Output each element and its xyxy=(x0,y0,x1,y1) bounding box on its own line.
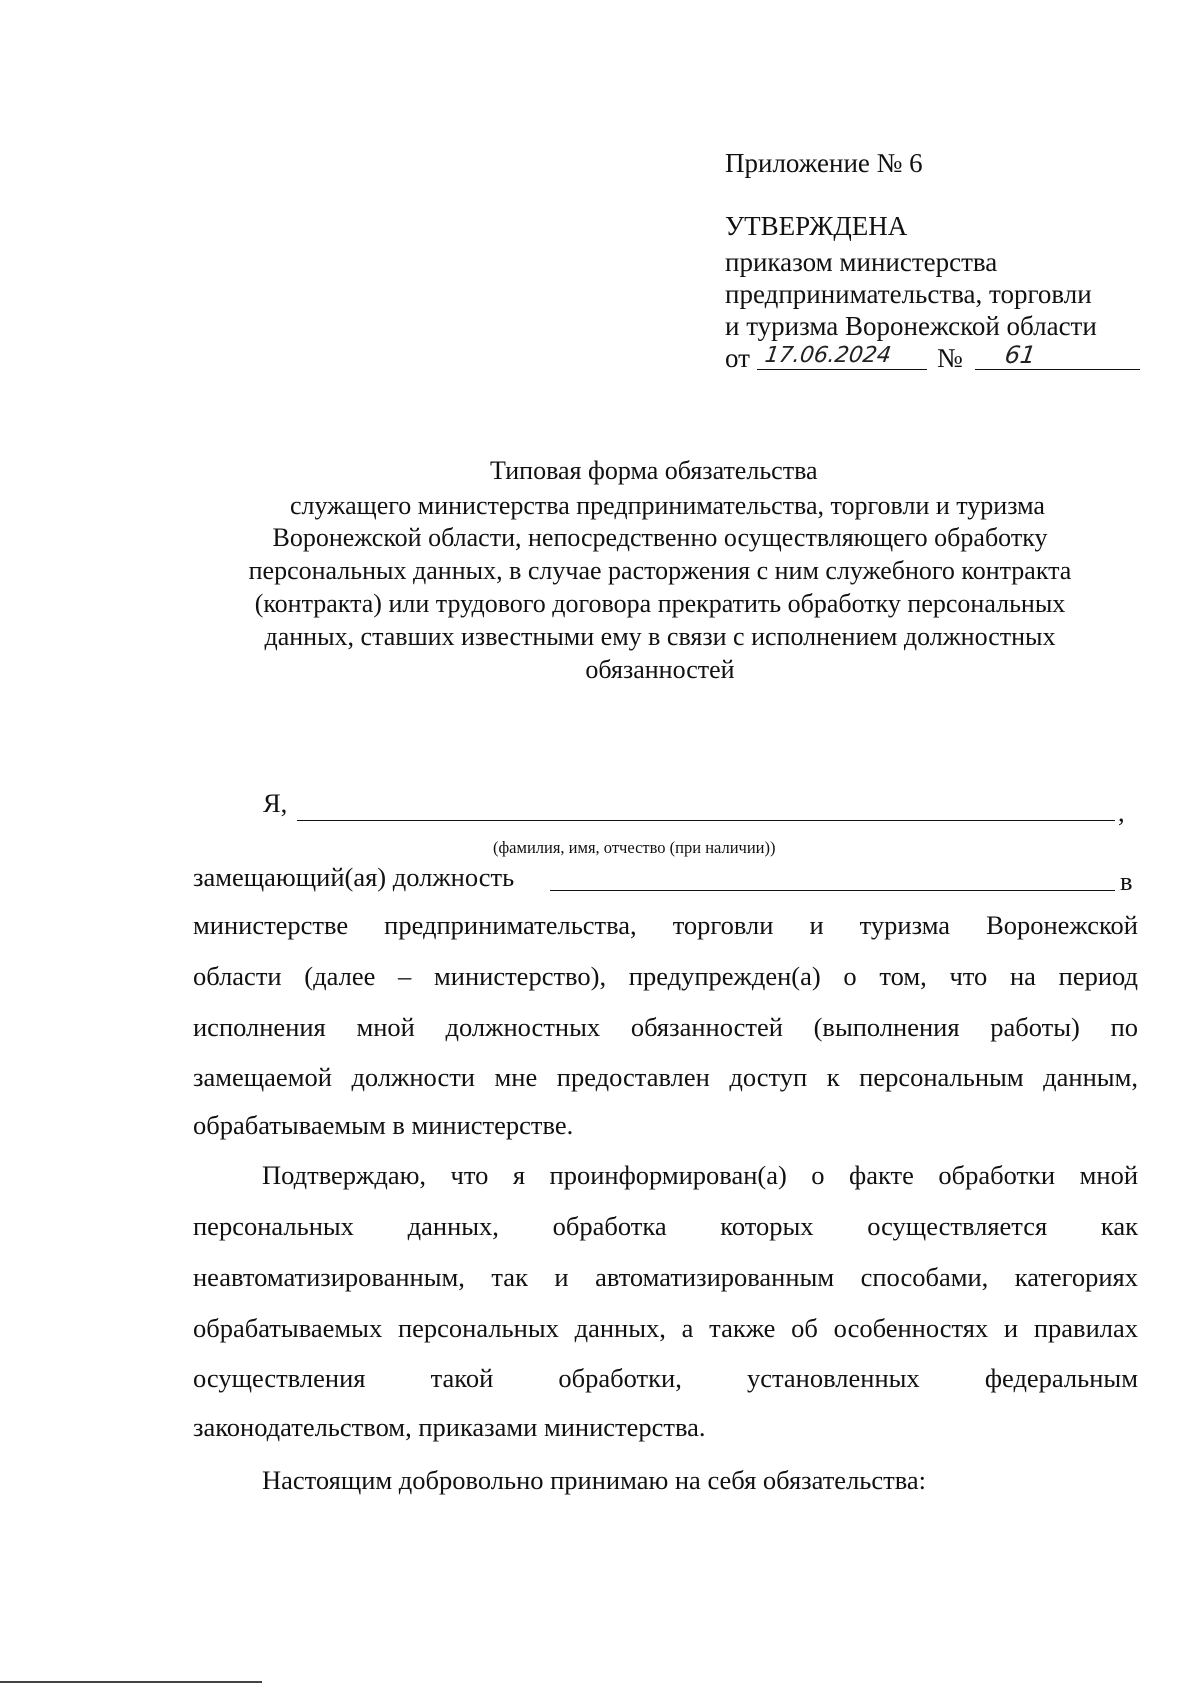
order-line-2: предпринимательства, торговли xyxy=(725,279,1092,309)
handwritten-date: 17.06.2024 xyxy=(763,343,893,368)
approved-label: УТВЕРЖДЕНА xyxy=(725,211,908,241)
number-prefix: № xyxy=(937,343,963,373)
title-line-1: Типовая форма обязательства xyxy=(490,456,818,485)
paragraph2-line-3: неавтоматизированным, так и автоматизированным способами, категориях xyxy=(193,1262,1138,1292)
paragraph2-line-2: персональных данных, обработка которых осуществляется как xyxy=(193,1211,1138,1241)
fio-comma: , xyxy=(1118,797,1125,827)
scan-edge-line xyxy=(0,1681,262,1683)
date-underline xyxy=(757,369,927,370)
title-line-5: (контракта) или трудового договора прекратить обработку персональных xyxy=(254,589,1066,618)
order-line-3: и туризма Воронежской области xyxy=(725,311,1097,341)
paragraph-obligations-intro: Настоящим добровольно принимаю на себя обязательства: xyxy=(262,1465,927,1495)
title-line-6: данных, ставших известными ему в связи с исполнением должностных xyxy=(264,622,1056,651)
handwritten-number: 61 xyxy=(1003,341,1038,369)
position-suffix: в xyxy=(1120,866,1133,896)
paragraph1-line-1: министерстве предпринимательства, торговли и туризма Воронежской xyxy=(193,910,1138,940)
position-label: замещающий(ая) должность xyxy=(193,862,515,892)
paragraph1-line-5: обрабатываемым в министерстве. xyxy=(193,1110,574,1140)
appendix-number: Приложение № 6 xyxy=(725,148,923,178)
position-field[interactable] xyxy=(550,890,1115,891)
paragraph2-line-1: Подтверждаю, что я проинформирован(а) о факте обработки мной xyxy=(262,1160,1138,1190)
paragraph2-line-5: осуществления такой обработки, установленных федеральным xyxy=(193,1363,1138,1393)
fio-hint: (фамилия, имя, отчество (при наличии)) xyxy=(493,838,776,857)
order-line-1: приказом министерства xyxy=(725,247,998,277)
title-line-7: обязанностей xyxy=(585,655,735,684)
i-label: Я, xyxy=(263,788,288,818)
paragraph1-line-2: области (далее – министерство), предупрежден(а) о том, что на период xyxy=(193,961,1138,991)
paragraph1-line-3: исполнения мной должностных обязанностей (выполнения работы) по xyxy=(193,1012,1138,1042)
title-line-2: служащего министерства предпринимательства, торговли и туризма xyxy=(290,491,1045,520)
paragraph1-line-4: замещаемой должности мне предоставлен доступ к персональным данным, xyxy=(193,1062,1138,1092)
number-underline xyxy=(975,369,1140,370)
title-line-3: Воронежской области, непосредственно осуществляющего обработку xyxy=(272,523,1048,552)
paragraph2-line-6: законодательством, приказами министерства. xyxy=(193,1412,706,1442)
title-line-4: персональных данных, в случае расторжения с ним служебного контракта xyxy=(248,556,1072,585)
paragraph2-line-4: обрабатываемых персональных данных, а также об особенностях и правилах xyxy=(193,1313,1138,1343)
fio-field[interactable] xyxy=(297,820,1115,821)
date-prefix: от xyxy=(725,343,750,373)
